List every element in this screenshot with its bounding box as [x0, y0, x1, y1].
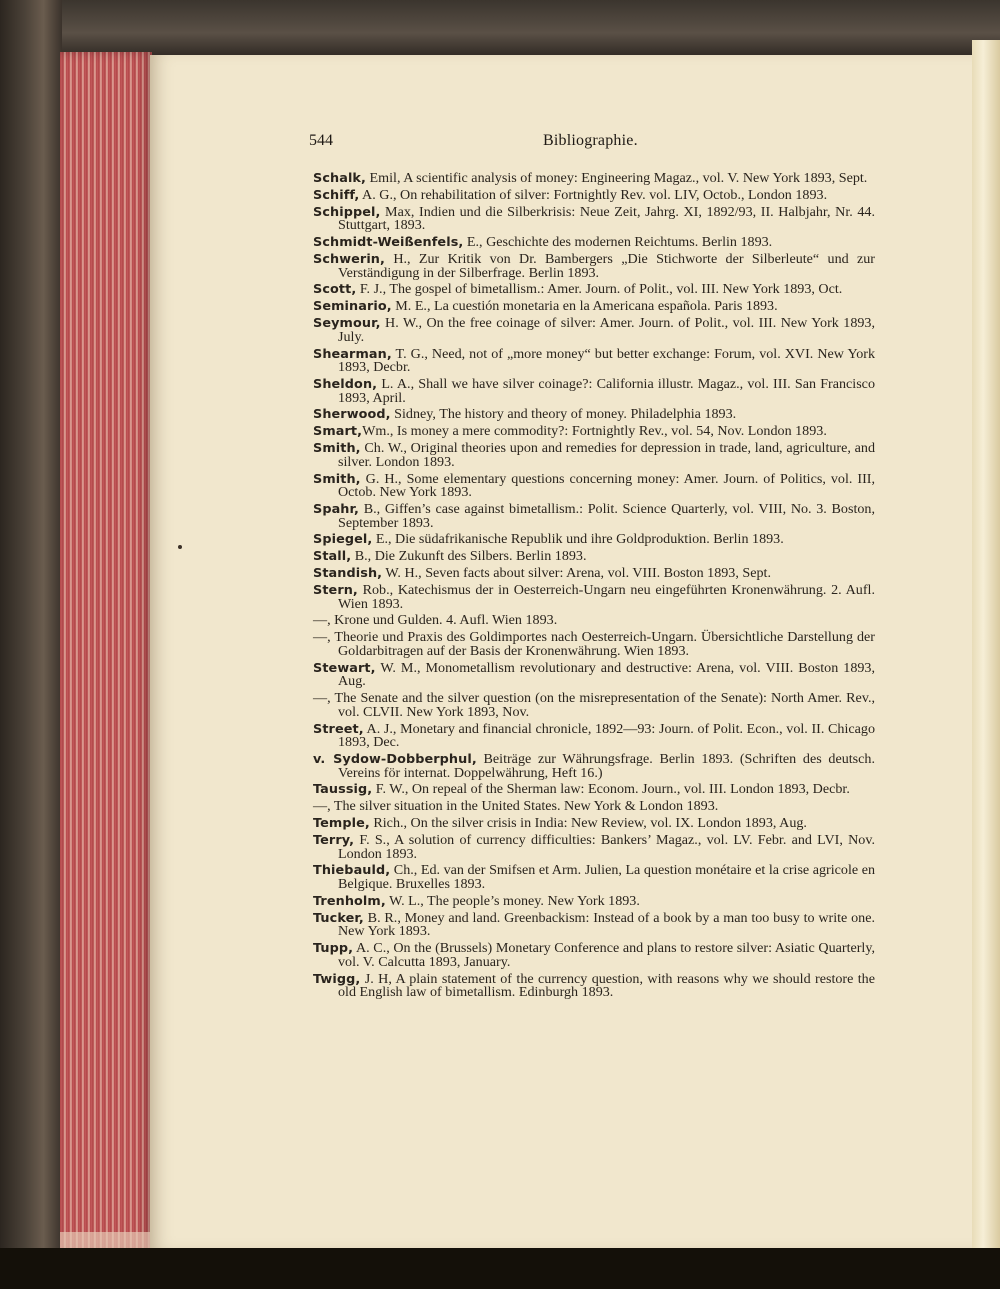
bibliography-entry: [313, 942, 875, 969]
entry-text: Rich., On the silver crisis in India: New Review, vol. IX. London 1893, Aug.: [369, 815, 807, 832]
bibliography-entry: [313, 750, 875, 781]
bibliography-entry: [313, 345, 875, 376]
bibliography-entry: [313, 892, 875, 909]
bibliography-entry: [313, 470, 875, 501]
bibliography-entry: [313, 783, 875, 797]
entry-author: v. Sydow-Dobberphul,: [313, 751, 477, 767]
bibliography-entry: [313, 567, 875, 581]
bibliography-entry: [313, 236, 875, 250]
bibliography-entry: [313, 659, 875, 690]
entry-text: —, Krone und Gulden. 4. Aufl. Wien 1893.: [313, 612, 558, 629]
bibliography-list: [313, 172, 875, 1003]
running-head: Bibliographie.: [543, 132, 638, 149]
entry-text: W. H., Seven facts about silver: Arena, vol. VIII. Boston 1893, Sept.: [382, 565, 771, 582]
entry-text: E., Geschichte des modernen Reichtums. Berlin 1893.: [463, 234, 773, 251]
book-cover-top: [0, 0, 1000, 60]
entry-author: Taussig,: [313, 782, 373, 798]
entry-author: Trenholm,: [313, 893, 386, 909]
entry-text: G. H., Some elementary questions concerning money: Amer. Journ. of Politics, vol. III, Octob. New York 1893.: [338, 470, 875, 501]
entry-author: Schalk,: [313, 171, 367, 186]
entry-author: Tupp,: [313, 941, 354, 957]
entry-author: Twigg,: [313, 971, 361, 987]
ink-speck: [178, 545, 182, 549]
bibliography-entry: [313, 186, 875, 203]
entry-author: Scott,: [313, 282, 357, 298]
bibliography-entry: [313, 250, 875, 281]
bibliography-entry: [313, 631, 875, 658]
entry-author: Sheldon,: [313, 376, 378, 392]
entry-text: Beiträge zur Währungsfrage. Berlin 1893. (Schriften des deutsch. Vereins för internat. Doppelwährung, Heft 16.): [338, 750, 875, 781]
entry-author: Stern,: [313, 582, 358, 598]
facing-page-edge: [972, 40, 1000, 1289]
entry-author: Standish,: [313, 566, 383, 582]
entry-text: Rob., Katechismus der in Oesterreich-Ungarn neu eingeführten Kronenwährung. 2. Aufl. Wien 1893.: [338, 581, 875, 612]
entry-author: Stall,: [313, 549, 352, 565]
bibliography-entry: [313, 817, 875, 831]
entry-text: Wm., Is money a mere commodity?: Fortnightly Rev., vol. 54, Nov. London 1893.: [362, 423, 827, 440]
entry-author: Spahr,: [313, 501, 360, 517]
entry-text: Ch. W., Original theories upon and remedies for depression in trade, land, agriculture, and silver. London 1893.: [338, 440, 875, 470]
page-edges: [60, 52, 152, 1250]
bibliography-entry: [313, 831, 875, 862]
bibliography-entry: [313, 425, 875, 439]
entry-text: F. W., On repeal of the Sherman law: Econom. Journ., vol. III. London 1893, Decbr.: [372, 781, 850, 798]
entry-text: A. J., Monetary and financial chronicle, 1892—93: Journ. of Polit. Econ., vol. II. Chicago 1893, Dec.: [338, 720, 875, 751]
entry-text: Max, Indien und die Silberkrisis: Neue Zeit, Jahrg. XI, 1892/93, II. Halbjahr, Nr. 44. Stuttgart, 1893.: [338, 203, 875, 234]
entry-author: Schwerin,: [313, 251, 385, 267]
bibliography-entry: [313, 300, 875, 314]
entry-author: Seymour,: [313, 316, 381, 332]
entry-text: F. J., The gospel of bimetallism.: Amer. Journ. of Polit., vol. III. New York 1893, Oct.: [356, 281, 843, 298]
entry-author: Street,: [313, 721, 364, 737]
bibliography-entry: [313, 720, 875, 751]
entry-text: M. E., La cuestión monetaria en la Americana española. Paris 1893.: [391, 298, 778, 315]
entry-author: Sherwood,: [313, 407, 391, 423]
entry-text: Ch., Ed. van der Smifsen et Arm. Julien, La question monétaire et la crise agricole en Belgique. Bruxelles 1893.: [338, 862, 875, 892]
entry-text: H., Zur Kritik von Dr. Bambergers „Die Stichworte der Silberleute“ und zur Verständigung in der Silberfrage. Berlin 1893.: [338, 250, 875, 281]
entry-author: Smith,: [313, 441, 361, 457]
entry-text: T. G., Need, not of „more money“ but better exchange: Forum, vol. XVI. New York 1893, Decbr.: [338, 345, 875, 376]
bibliography-entry: [313, 909, 875, 940]
bibliography-entry: [313, 408, 875, 422]
entry-author: Stewart,: [313, 660, 376, 676]
book-spine-edge: [0, 0, 62, 1289]
bibliography-entry: [313, 800, 875, 814]
page-number: 544: [309, 132, 333, 149]
entry-author: Schiff,: [313, 187, 360, 203]
entry-text: A. C., On the (Brussels) Monetary Conference and plans to restore silver: Asiatic Quarterly, vol. V. Calcutta 1893, January.: [338, 940, 875, 970]
entry-text: —, The Senate and the silver question (on the misrepresentation of the Senate): North Amer. Rev., vol. CLVII. New York 1893, Nov.: [313, 690, 875, 720]
scan-background: [0, 1248, 1000, 1289]
bibliography-entry: [313, 970, 875, 1001]
entry-author: Temple,: [313, 816, 370, 832]
entry-text: A. G., On rehabilitation of silver: Fortnightly Rev. vol. LIV, Octob., London 1893.: [359, 186, 828, 203]
entry-author: Smith,: [313, 471, 361, 487]
entry-author: Schmidt-Weißenfels,: [313, 235, 464, 251]
entry-author: Shearman,: [313, 346, 392, 362]
entry-text: E., Die südafrikanische Republik und ihre Goldproduktion. Berlin 1893.: [372, 531, 784, 548]
entry-text: B., Die Zukunft des Silbers. Berlin 1893.: [351, 548, 587, 565]
bibliography-entry: [313, 581, 875, 612]
entry-text: Emil, A scientific analysis of money: Engineering Magaz., vol. V. New York 1893, Sept.: [366, 170, 868, 186]
bibliography-entry: [313, 692, 875, 719]
bibliography-entry: [313, 283, 875, 297]
bibliography-entry: [313, 500, 875, 531]
bibliography-entry: [313, 442, 875, 469]
bibliography-entry: [313, 614, 875, 628]
entry-author: Spiegel,: [313, 532, 373, 548]
entry-text: H. W., On the free coinage of silver: Amer. Journ. of Polit., vol. III. New York 1893, July.: [338, 315, 875, 345]
entry-text: —, Theorie und Praxis des Goldimportes nach Oesterreich-Ungarn. Übersichtliche Darstellung der Goldarbitragen auf der Basis der Kronenwährung. Wien 1893.: [313, 629, 875, 659]
entry-text: —, The silver situation in the United States. New York & London 1893.: [313, 798, 719, 815]
bibliography-entry: [313, 864, 875, 891]
entry-author: Terry,: [313, 832, 355, 848]
entry-text: W. M., Monometallism revolutionary and destructive: Arena, vol. VIII. Boston 1893, Aug.: [338, 659, 875, 690]
entry-author: Thiebauld,: [313, 863, 391, 879]
entry-author: Tucker,: [313, 910, 364, 926]
entry-text: B., Giffen’s case against bimetallism.: Polit. Science Quarterly, vol. VIII, No. 3. Boston, September 1893.: [338, 500, 875, 531]
bibliography-entry: [313, 317, 875, 344]
entry-author: Smart,: [313, 424, 363, 440]
entry-text: W. L., The people’s money. New York 1893.: [385, 892, 640, 909]
entry-text: L. A., Shall we have silver coinage?: California illustr. Magaz., vol. III. San Francisco 1893, April.: [338, 375, 875, 406]
bibliography-entry: [313, 550, 875, 564]
entry-text: B. R., Money and land. Greenbackism: Instead of a book by a man too busy to write one. New York 1893.: [338, 909, 875, 940]
bibliography-entry: [313, 172, 875, 186]
entry-text: J. H, A plain statement of the currency question, with reasons why we should restore the old English law of bimetallism. Edinburgh 1893.: [338, 970, 875, 1001]
entry-text: F. S., A solution of currency difficulties: Bankers’ Magaz., vol. LV. Febr. and LVI, Nov. London 1893.: [338, 831, 875, 862]
bibliography-entry: [313, 375, 875, 406]
bibliography-entry: [313, 533, 875, 547]
entry-author: Schippel,: [313, 204, 381, 220]
entry-text: Sidney, The history and theory of money. Philadelphia 1893.: [390, 406, 737, 423]
bibliography-entry: [313, 203, 875, 234]
entry-author: Seminario,: [313, 299, 392, 315]
